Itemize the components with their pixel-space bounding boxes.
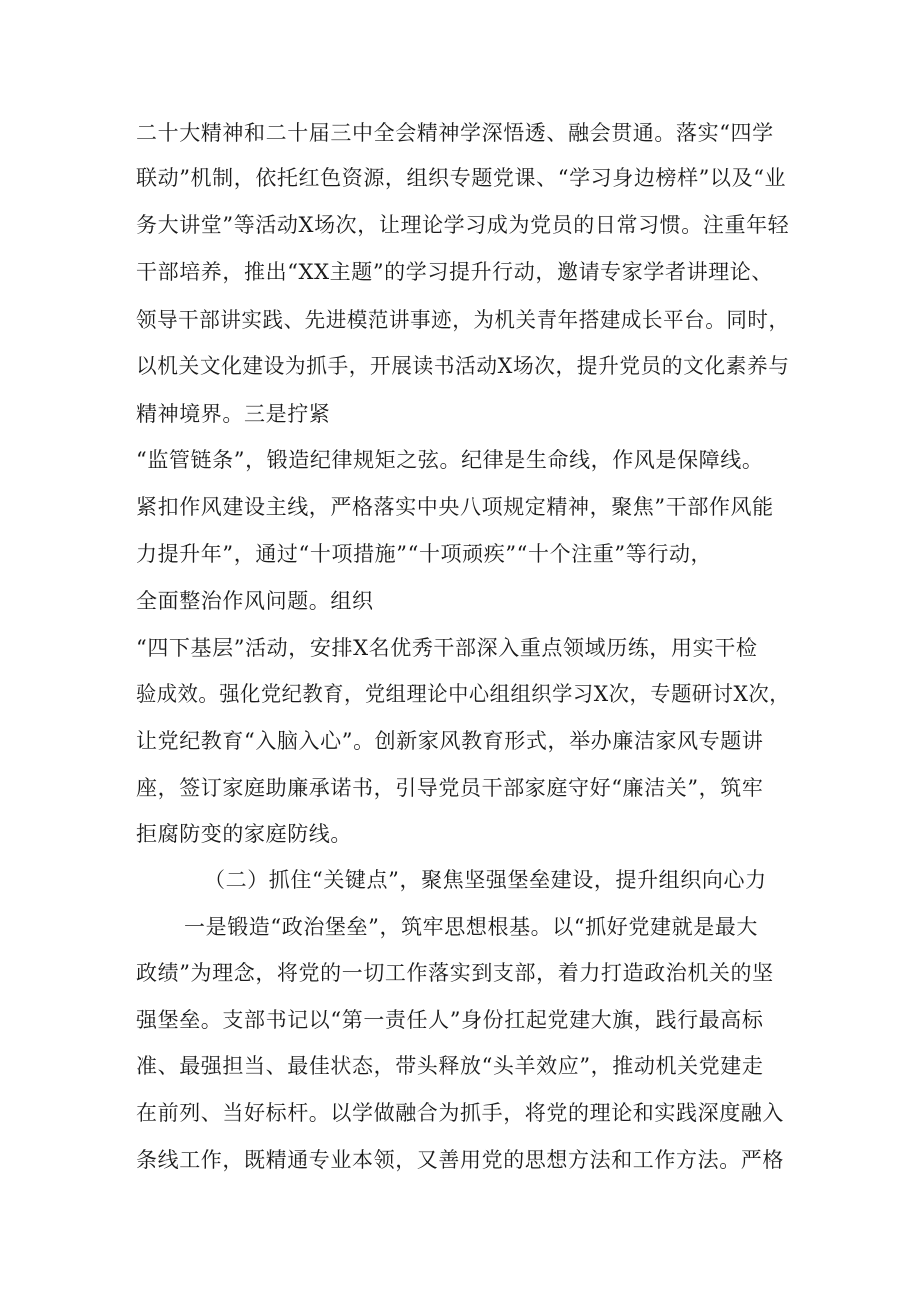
text-line: 领导干部讲实践、先进模范讲事迹，为机关青年搭建成长平台。同时，: [136, 308, 790, 332]
text-line: 条线工作，既精通专业本领，又善用党的思想方法和工作方法。严格: [136, 1148, 784, 1172]
text-line: 在前列、当好标杆。以学做融合为抓手，将党的理论和实践深度融入: [136, 1101, 784, 1125]
text-line: 干部培养，推出“XX主题”的学习提升行动，邀请专家学者讲理论、: [136, 260, 773, 284]
text-line: 一是锻造“政治堡垒”，筑牢思想根基。以“抓好党建就是最大: [184, 915, 759, 939]
text-line: 政绩”为理念，将党的一切工作落实到支部，着力打造政治机关的坚: [136, 961, 774, 985]
text-line: 紧扣作风建设主线，严格落实中央八项规定精神，聚焦”干部作风能: [136, 495, 774, 519]
text-line: “四下基层”活动，安排X名优秀干部深入重点领域历练，用实干检: [136, 636, 758, 660]
text-line: 联动”机制，依托红色资源，组织专题党课、“学习身边榜样”以及“业: [136, 166, 787, 190]
text-line: 务大讲堂”等活动X场次，让理论学习成为党员的日常习惯。注重年轻: [136, 213, 790, 237]
text-line: “监管链条”，锻造纪律规矩之弦。纪律是生命线，作风是保障线。: [136, 448, 764, 472]
text-line: 全面整治作风问题。组织: [136, 589, 374, 613]
text-line: 座，签订家庭助廉承诺书，引导党员干部家庭守好“廉洁关”，筑牢: [136, 776, 764, 800]
text-line: 强堡垒。支部书记以“第一责任人”身份扛起党建大旗，践行最高标: [136, 1008, 764, 1032]
text-line: 让党纪教育“入脑入心”。创新家风教育形式，举办廉洁家风专题讲: [136, 729, 764, 753]
text-line: 精神境界。三是拧紧: [136, 402, 331, 426]
text-line: 二十大精神和二十届三中全会精神学深悟透、融会贯通。落实“四学: [136, 121, 774, 145]
text-line: 准、最强担当、最佳状态，带头释放“头羊效应”，推动机关党建走: [136, 1054, 764, 1078]
text-line: 验成效。强化党纪教育，党组理论中心组组织学习X次，专题研讨X次，: [136, 682, 791, 706]
text-line: 力提升年”，通过“十项措施”“十项顽疾”“十个注重”等行动，: [136, 542, 713, 566]
text-line: 以机关文化建设为抓手，开展读书活动X场次，提升党员的文化素养与: [136, 354, 790, 378]
text-line: 拒腐防变的家庭防线。: [136, 822, 352, 846]
section-heading: （二）抓住“关键点”，聚焦坚强堡垒建设，提升组织向心力: [204, 868, 767, 892]
